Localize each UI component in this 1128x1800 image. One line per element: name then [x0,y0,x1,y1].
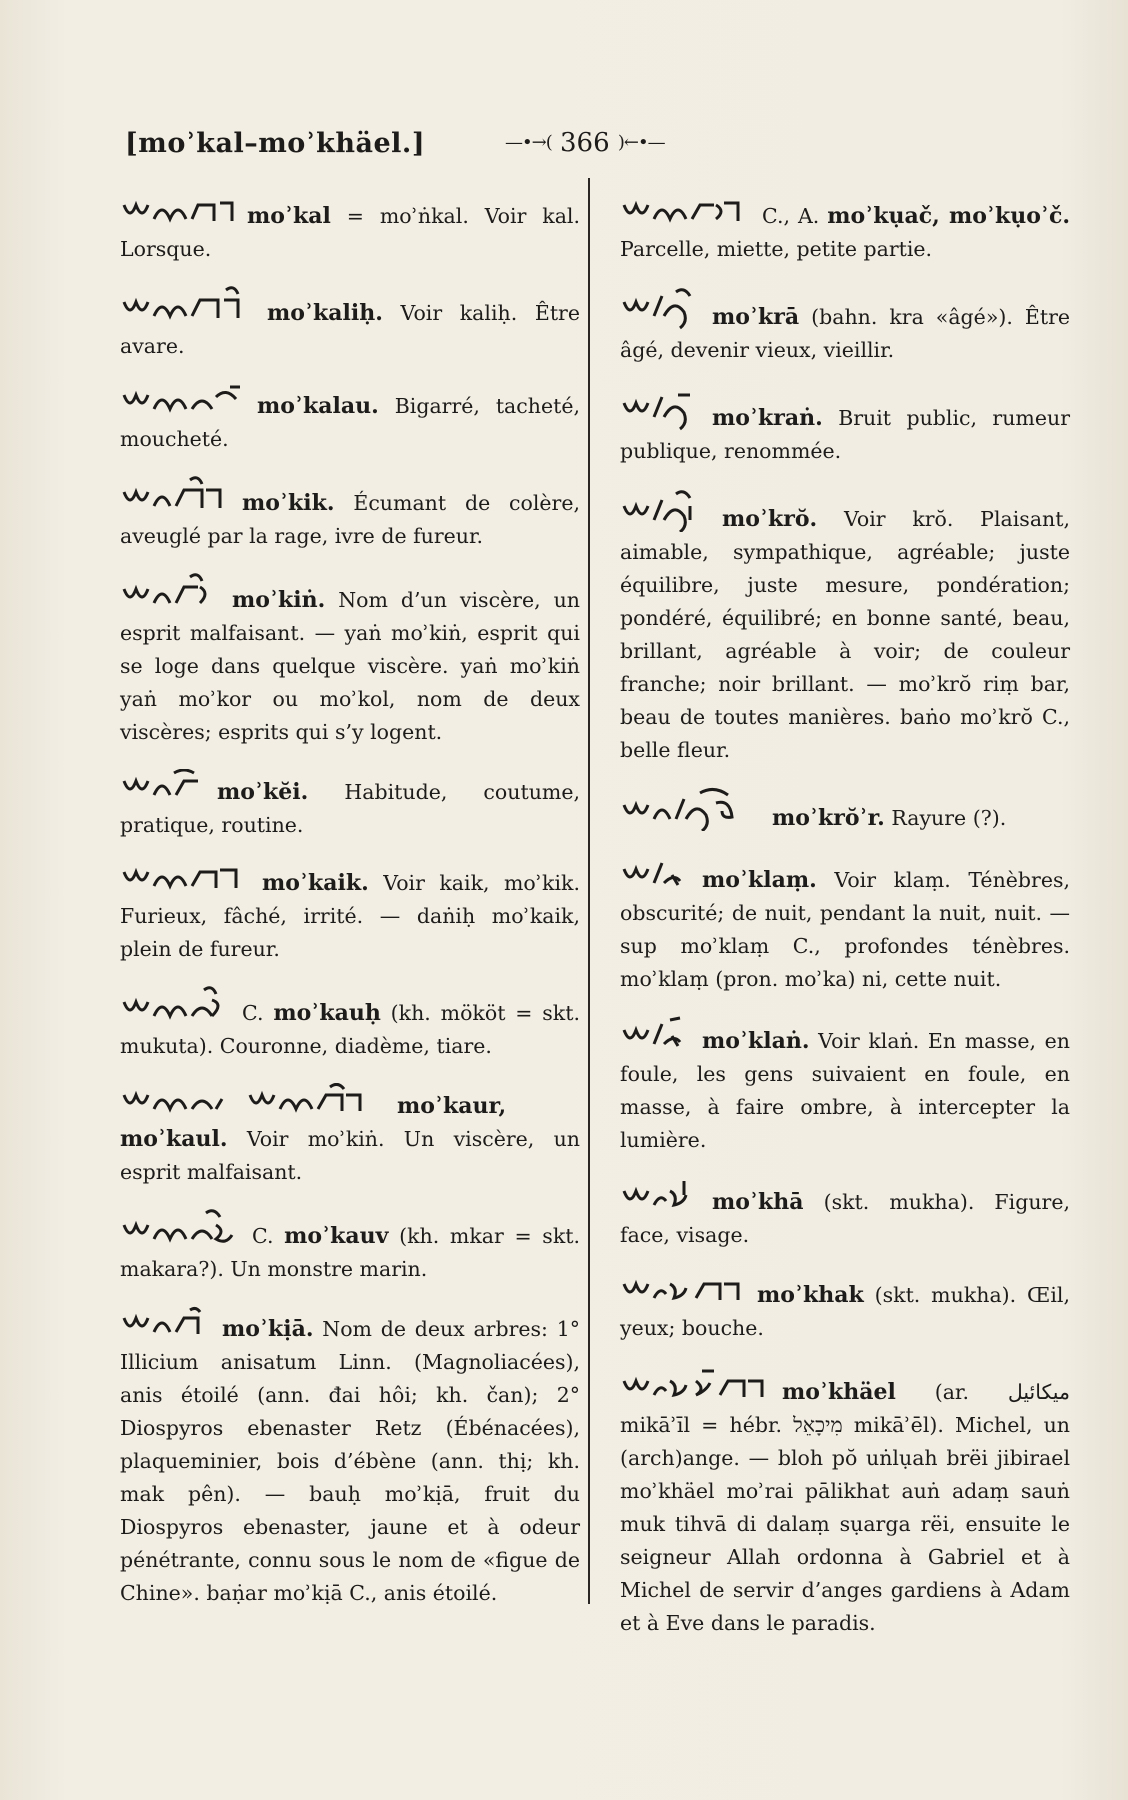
dictionary-entry [120,383,580,456]
cham-script-icon [120,195,235,229]
dictionary-entry [620,855,1070,996]
headword: moʾkụač, moʾkụoʾč. [827,203,1070,229]
dictionary-entry [620,787,1070,835]
cham-script-icon [120,769,205,805]
headword: moʾkraṅ. [712,405,823,431]
page-number: 366 [560,128,610,158]
cham-script-icon [120,286,255,326]
definition: Bruit public, rumeur publique, renommée. [620,406,1070,463]
definition: Habitude, coutume, pratique, routine. [120,780,580,837]
headword: moʾkauv [284,1223,389,1249]
dictionary-entry [620,387,1070,468]
headword: moʾkauḥ [273,1000,381,1026]
cham-script-icon [120,1306,210,1342]
definition: Rayure (?). [891,806,1007,830]
dictionary-entry [620,1177,1070,1252]
definition: Bigarré, tacheté, moucheté. [120,394,580,451]
cham-script-icon [620,787,760,831]
definition: (ar. ميكائيل mikāʾīl = hébr. מִיכָאֵל mikāʾēl). Michel, un (arch)ange. — bloh pŏ uṅlụah brëi jibirael moʾkhäel moʾrai pālikhat auṅ adaṃ sauṅ muk tihvā di dalaṃ sụarga rëi, ensuite le seigneur Allah ordonna à Gabriel et à Michel de servir d’anges gardiens à Adam et à Eve dans le paradis. [620,1380,1070,1635]
headword: moʾkrŏ. [722,506,818,532]
dictionary-entry [120,286,580,363]
cham-script-icon [120,573,220,613]
page-number-line [505,128,665,158]
dictionary-entry [120,195,580,266]
headword: moʾkhā [712,1189,804,1215]
source-prefix: C. [242,1001,264,1025]
cham-script-icon [620,855,690,893]
headword: moʾkaliḥ. [267,300,383,326]
dictionary-entry [120,986,580,1063]
headword: moʾkhak [757,1282,864,1308]
headword: moʾkrŏʾr. [772,805,885,831]
cham-script-icon [620,1365,770,1405]
headword: moʾkĕi. [217,779,309,805]
definition: Voir kaik, moʾkik. Furieux, fâché, irrité. — daṅiḥ moʾkaik, plein de fureur. [120,871,580,961]
source-prefix: C., A. [762,204,820,228]
headword: moʾkalau. [257,393,379,419]
dictionary-entry [620,1365,1070,1640]
definition: (skt. mukha). Œil, yeux; bouche. [620,1283,1070,1340]
dictionary-entry [120,1306,580,1610]
dictionary-entry [620,488,1070,767]
definition: (bahn. kra «âgé»). Être âgé, devenir vieux, vieillir. [620,305,1070,362]
headword: moʾkaur, moʾkaul. [120,1093,507,1152]
ornament-right: )←•— [617,132,665,153]
cham-script-icon [620,1272,745,1308]
column-divider [588,178,590,1604]
definition: Nom d’un viscère, un esprit malfaisant. — yaṅ moʾkiṅ, esprit qui se loge dans quelque viscère. yaṅ moʾkiṅ yaṅ moʾkor ou moʾkol, nom de deux viscères; esprits qui s’y logent. [120,588,580,744]
cham-script-icon [620,286,700,330]
definition: Voir klaṃ. Ténèbres, obscurité; de nuit, pendant la nuit, nuit. — sup moʾklaṃ C., profondes ténèbres. moʾklaṃ (pron. moʾka) ni, cette nuit. [620,868,1070,991]
cham-script-icon [120,1209,240,1249]
dictionary-entry [120,1209,580,1286]
cham-script-icon [620,195,750,229]
cham-script-icon [120,986,230,1026]
left-column [120,195,580,1630]
headword: moʾklaṅ. [702,1028,810,1054]
headword: moʾkaik. [262,870,369,896]
dictionary-entry [620,1016,1070,1157]
cham-script-icon [620,387,700,431]
definition: = moʾṅkal. Voir kal. Lorsque. [120,204,580,261]
cham-script-icon [120,476,230,516]
dictionary-entry [120,476,580,553]
definition: Voir krŏ. Plaisant, aimable, sympathique, agréable; juste équilibre, juste mesure, pondération; pondéré, équilibré; en bonne santé, beau, brillant, agréable à voir; de couleur franche; noir brillant. — moʾkrŏ riṃ bar, beau de toutes manières. baṅo moʾkrŏ C., belle fleur. [620,507,1070,762]
cham-script-icon [620,1177,700,1215]
headword: moʾklaṃ. [702,867,817,893]
definition: Nom de deux arbres: 1° Illicium anisatum Linn. (Magnoliacées), anis étoilé (ann. đai hôi; kh. čan); 2° Diospyros ebenaster Retz (Ébénacées), plaqueminier, bois d’ébène (ann. thị; kh. mak pên). — bauḥ moʾkịā, fruit du Diospyros ebenaster, jaune et à odeur pénétrante, connu sous le nom de «figue de Chine». baṇ̇ar moʾkịā C., anis étoilé. [120,1317,580,1605]
dictionary-entry [120,862,580,966]
cham-script-icon [120,1083,385,1119]
running-head: [moʾkal–moʾkhäel.] [125,128,426,159]
source-prefix: C. [252,1224,274,1248]
dictionary-entry [120,769,580,842]
cham-script-icon [620,488,710,532]
definition: (kh. mkar = skt. makara?). Un monstre marin. [120,1224,580,1281]
definition: Voir klaṅ. En masse, en foule, les gens suivaient en foule, en masse, à faire ombre, à intercepter la lumière. [620,1029,1070,1152]
cham-script-icon [620,1016,690,1054]
cham-script-icon [120,862,250,896]
cham-script-icon [120,383,245,419]
definition: (skt. mukha). Figure, face, visage. [620,1190,1070,1247]
definition: Écumant de colère, aveuglé par la rage, ivre de fureur. [120,491,580,548]
dictionary-entry [120,573,580,749]
headword: moʾkrā [712,304,800,330]
definition: Parcelle, miette, petite partie. [620,237,933,261]
page-header [125,128,1025,168]
headword: moʾkịā. [222,1316,314,1342]
dictionary-entry [620,1272,1070,1345]
headword: moʾkhäel [782,1379,896,1405]
right-column [620,195,1070,1660]
dictionary-entry [620,286,1070,367]
definition: Voir moʾkiṅ. Un viscère, un esprit malfaisant. [120,1127,580,1184]
ornament-left: —•→( [505,132,552,153]
definition: Voir kaliḥ. Être avare. [120,301,580,358]
dictionary-entry [120,1083,580,1189]
headword: moʾkik. [242,490,335,516]
headword: moʾkiṅ. [232,587,326,613]
headword: moʾkal [247,203,331,229]
definition: (kh. mököt = skt. mukuta). Couronne, diadème, tiare. [120,1001,580,1058]
dictionary-entry [620,195,1070,266]
